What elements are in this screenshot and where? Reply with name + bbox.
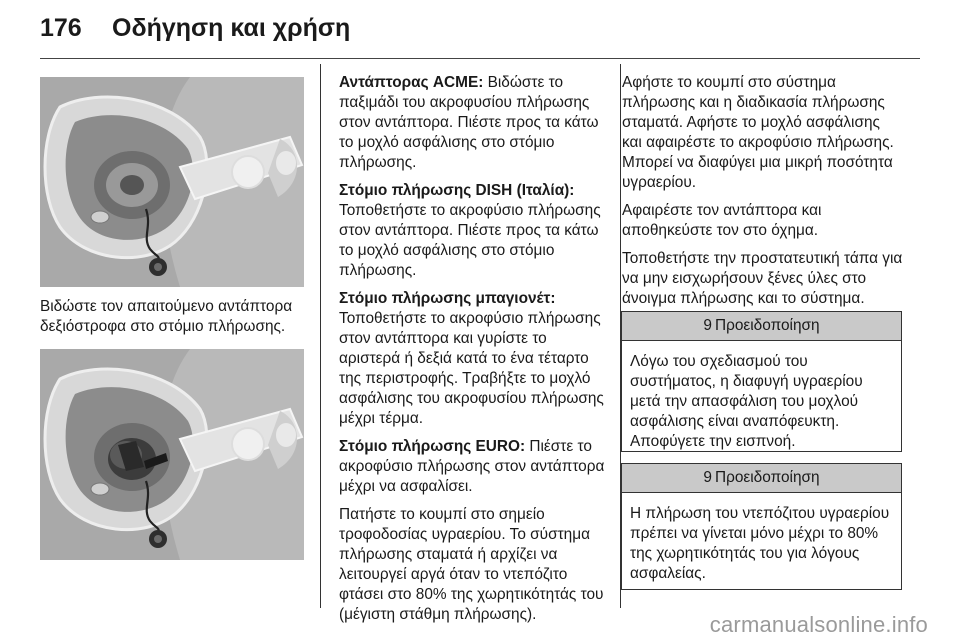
release-paragraph: Αφήστε το κουμπί στο σύστημα πλήρωσης και η διαδικασία πλήρωσης σταματά. Αφήστε το μοχλό ασφάλισης και αφαιρέστε το ακροφύσιο πλήρωσης. Μπορεί να διαφύγει μια μικρή ποσότητα υγραερίου. <box>622 74 894 191</box>
fuel-door-figure-2 <box>40 349 304 560</box>
warning-title-1: Προειδοποίηση <box>714 317 820 334</box>
right-column <box>622 73 904 317</box>
page-title: Οδήγηση και χρήση <box>112 14 351 42</box>
warning-body-1: Λόγω του σχεδιασμού του συστήματος, η διαφυγή υγραερίου μετά την απασφάλιση του μοχλού ασφάλισης είναι αναπόφευκτη. Αποφύγετε την εισπνοή. <box>630 353 863 450</box>
page-number: 176 <box>40 14 82 42</box>
euro-term: Στόμιο πλήρωσης EURO: <box>339 438 526 455</box>
fuel-door-figure-1 <box>40 77 304 287</box>
warning-icon: 9 <box>703 317 712 334</box>
column-divider-1 <box>320 64 321 608</box>
bayonet-term: Στόμιο πλήρωσης μπαγιονέτ: <box>339 290 556 307</box>
dish-term: Στόμιο πλήρωσης DISH (Ιταλία): <box>339 182 575 199</box>
warning-box-2 <box>621 463 902 590</box>
warning-icon: 9 <box>703 469 712 486</box>
figure-caption: Βιδώστε τον απαιτούμενο αντάπτορα δεξιόστροφα στο στόμιο πλήρωσης. <box>40 298 293 335</box>
warning-header-1 <box>622 312 901 341</box>
warning-title-2: Προειδοποίηση <box>714 469 820 486</box>
acme-paragraph <box>339 73 607 173</box>
watermark: carmanualsonline.info <box>709 612 928 637</box>
warning-body-2: Η πλήρωση του ντεπόζιτου υγραερίου πρέπει να γίνεται μόνο μέχρι το 80% της χωρητικότητάς του για λόγους ασφαλείας. <box>630 505 890 582</box>
page-header <box>40 14 920 54</box>
bayonet-text: Τοποθετήστε το ακροφύσιο πλήρωσης στον αντάπτορα και γυρίστε το αριστερά ή δεξιά κατά το ένα τέταρτο της περιστροφής. Τραβήξτε το μοχλό ασφάλισης του ακροφυσίου πλήρωσης μέχρι τέρμα. <box>339 310 604 427</box>
bayonet-paragraph <box>339 289 607 429</box>
header-rule <box>40 58 920 59</box>
dish-paragraph <box>339 181 607 281</box>
warning-header-2 <box>622 464 901 493</box>
euro-text: Πιέστε το ακροφύσιο πλήρωσης στον αντάπτορα μέχρι να ασφαλίσει. <box>339 438 605 495</box>
dish-text: Τοποθετήστε το ακροφύσιο πλήρωσης στον αντάπτορα. Πιέστε προς τα κάτω το μοχλό ασφάλισης στο στόμιο πλήρωσης. <box>339 202 601 279</box>
acme-term: Αντάπτορας ACME: <box>339 74 484 91</box>
euro-paragraph <box>339 437 607 497</box>
middle-column <box>339 73 607 633</box>
warning-box-1 <box>621 311 902 452</box>
protective-cap-paragraph: Τοποθετήστε την προστατευτική τάπα για να μην εισχωρήσουν ξένες ύλες στο άνοιγμα πλήρωσης και το σύστημα. <box>622 250 903 307</box>
fill-button-paragraph: Πατήστε το κουμπί στο σημείο τροφοδοσίας υγραερίου. Το σύστημα πλήρωσης σταματά ή αρχίζει να λειτουργεί αργά όταν το ντεπόζιτο φτάσει στο 80% της χωρητικότητάς του (μέγιστη στάθμη πλήρωσης). <box>339 506 604 623</box>
acme-text: Βιδώστε το παξιμάδι του ακροφυσίου πλήρωσης στον αντάπτορα. Πιέστε προς τα κάτω το μοχλό ασφάλισης στο στόμιο πλήρωσης. <box>339 74 599 171</box>
remove-adapter-paragraph: Αφαιρέστε τον αντάπτορα και αποθηκεύστε τον στο όχημα. <box>622 202 822 239</box>
